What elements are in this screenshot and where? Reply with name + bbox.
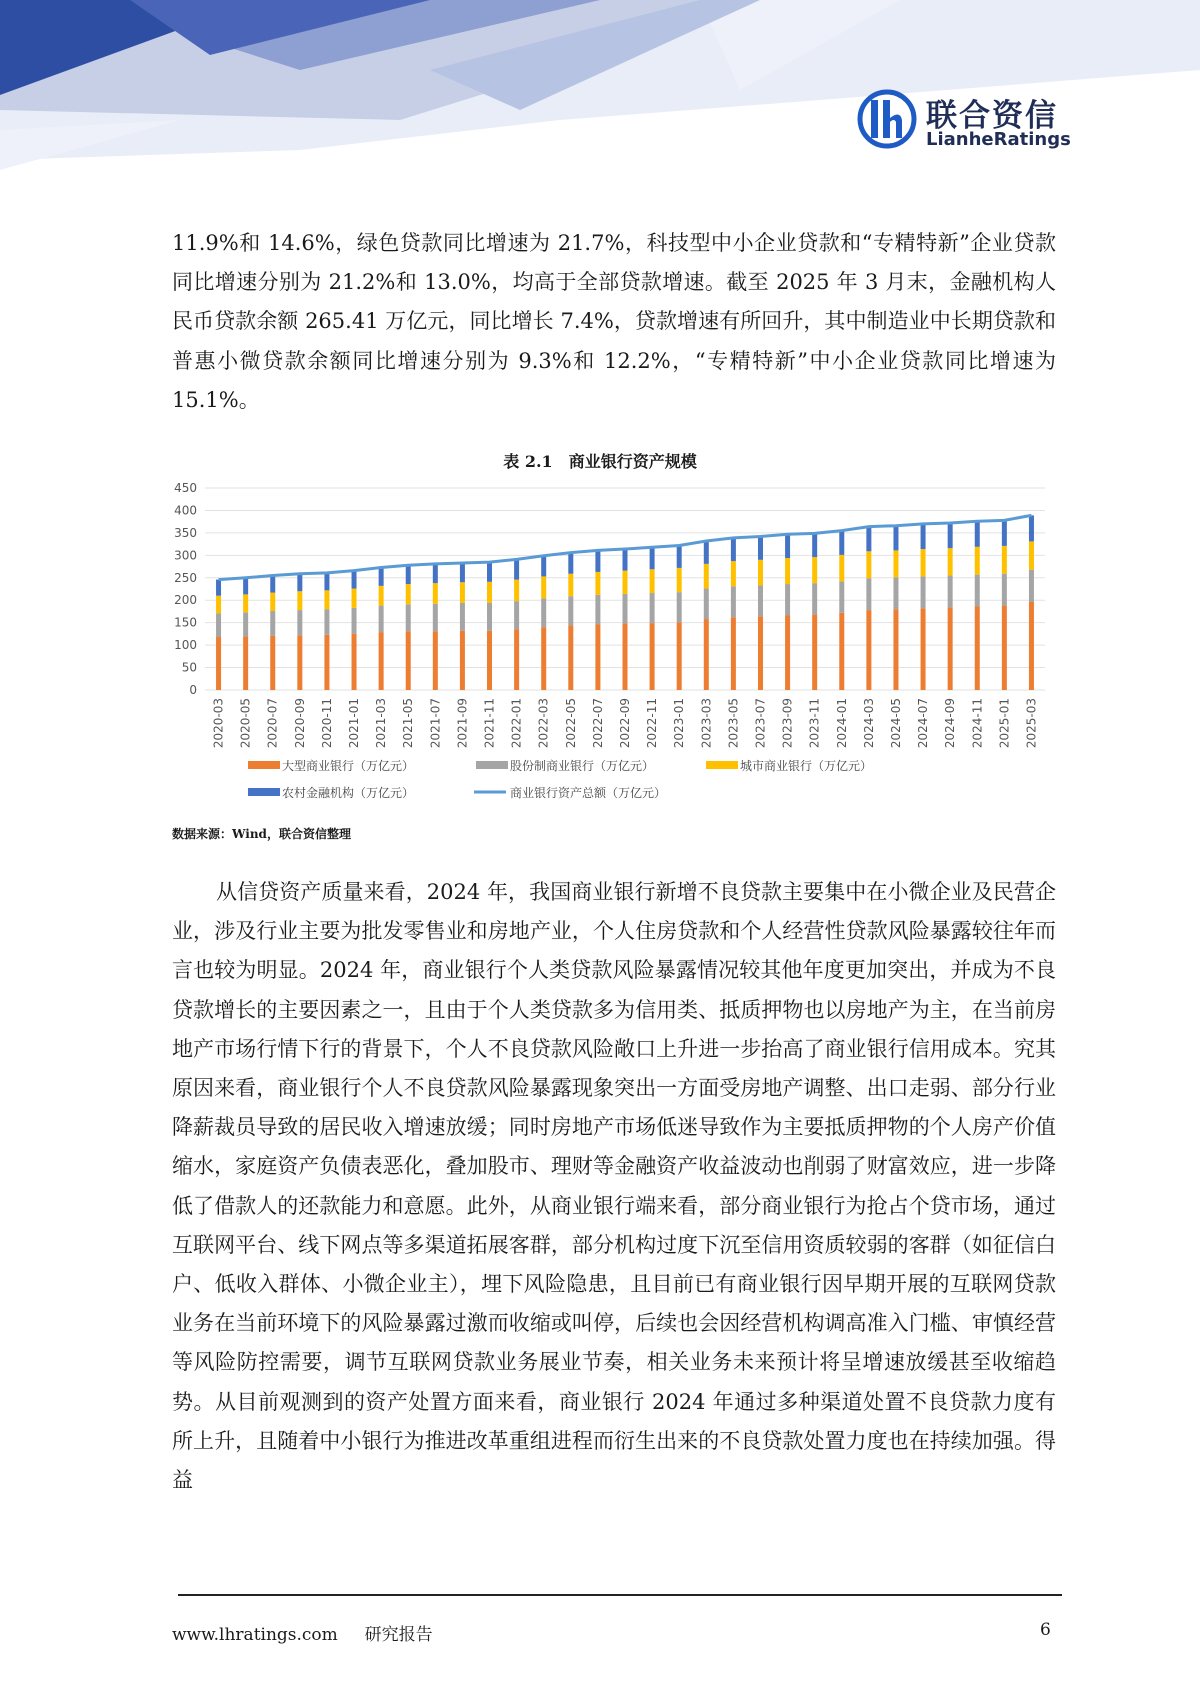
bar-segment — [650, 593, 655, 623]
bar-segment — [595, 624, 600, 690]
bar-segment — [487, 603, 492, 631]
y-tick-label: 150 — [174, 615, 197, 630]
x-tick-label: 2023-09 — [780, 698, 795, 749]
bar-segment — [731, 586, 736, 617]
bar-segment — [866, 527, 871, 552]
y-tick-label: 50 — [181, 660, 197, 675]
lianhe-logo-mark — [856, 88, 918, 150]
chart-caption: 表 2.1 商业银行资产规模 — [503, 452, 697, 471]
bar-segment — [975, 607, 980, 690]
bar-segment — [216, 613, 221, 637]
bar-segment — [297, 610, 302, 635]
bar-segment — [433, 631, 438, 690]
bar-segment — [623, 571, 628, 594]
x-tick-label: 2022-01 — [509, 698, 524, 749]
body-paragraph-2: 从信贷资产质量来看，2024 年，我国商业银行新增不良贷款主要集中在小微企业及民营企业，涉及行业主要为批发零售业和房地产业，个人住房贷款和个人经营性贷款风险暴露较往年而言也较为明显。2024 年，商业银行个人类贷款风险暴露情况较其他年度更加突出，并成为不良贷款增长的主要因素之一，且由于个人类贷款多为信用类、抵质押物也以房地产为主，在当前房地产市场行情下行的背景下，个人不良贷款风险敞口上升进一步抬高了商业银行信用成本。究其原因来看，商业银行个人不良贷款风险暴露现象突出一方面受房地产调整、出口走弱、部分行业降薪裁员导致的居民收入增速放缓；同时房地产市场低迷导致作为主要抵质押物的个人房产价值缩水，家庭资产负债表恶化，叠加股市、理财等金融资产收益波动也削弱了财富效应，进一步降低了借款人的还款能力和意愿。此外，从商业银行端来看，部分商业银行为抢占个贷市场，通过互联网平台、线下网点等多渠道拓展客群，部分机构过度下沉至信用资质较弱的客群（如征信白户、低收入群体、小微企业主），埋下风险隐患，且目前已有商业银行因早期开展的互联网贷款业务在当前环境下的风险暴露过激而收缩或叫停，后续也会因经营机构调高准入门槛、审慎经营等风险防控需要，调节互联网贷款业务展业节奏，相关业务未来预计将呈增速放缓甚至收缩趋势。从目前观测到的资产处置方面来看，商业银行 2024 年通过多种渠道处置不良贷款力度有所上升，且随着中小银行为推进改革重组进程而衍生出来的不良贷款处置力度也在持续加强。得益 — [172, 880, 1056, 1493]
bar-segment — [216, 637, 221, 690]
bar-segment — [866, 551, 871, 578]
bar-segment — [297, 635, 302, 690]
bar-segment — [731, 561, 736, 586]
x-tick-label: 2021-09 — [455, 698, 470, 749]
bar-segment — [270, 636, 275, 690]
y-tick-label: 400 — [174, 503, 197, 518]
x-tick-label: 2021-01 — [347, 698, 362, 749]
x-tick-label: 2022-05 — [563, 698, 578, 749]
bar-segment — [948, 576, 953, 608]
footer-label: 研究报告 — [364, 1625, 433, 1645]
bar-segment — [839, 531, 844, 555]
bar-segment — [839, 613, 844, 690]
x-tick-label: 2020-07 — [265, 698, 280, 749]
bar-segment — [893, 609, 898, 690]
x-tick-label: 2022-09 — [618, 698, 632, 749]
bar-segment — [460, 563, 465, 582]
bar-segment — [975, 547, 980, 575]
bar-segment — [379, 567, 384, 585]
bar-segment — [595, 595, 600, 625]
bar-segment — [839, 555, 844, 581]
bar-segment — [433, 583, 438, 604]
bar-segment — [677, 545, 682, 567]
bar-segment — [352, 571, 357, 589]
body-paragraph-1: 11.9%和 14.6%，绿色贷款同比增速为 21.7%，科技型中小企业贷款和“专精特新”企业贷款同比增速分别为 21.2%和 13.0%，均高于全部贷款增速。截至 2025 年 3 月末，金融机构人民币贷款余额 265.41 万亿元，同比增长 7.4%，贷款增速有所回升，其中制造业中长期贷款和普惠小微贷款余额同比增速分别为 9.3%和 12.2%，“专精特新”中小企业贷款同比增速为 15.1%。 — [172, 231, 1056, 412]
bar-segment — [216, 580, 221, 596]
bar-segment — [352, 589, 357, 608]
x-tick-label: 2024-05 — [888, 698, 903, 749]
bar-segment — [541, 556, 546, 577]
x-tick-label: 2020-11 — [319, 698, 334, 749]
bar-segment — [704, 589, 709, 620]
x-tick-label: 2022-07 — [590, 698, 605, 749]
brand-logo — [856, 88, 1076, 158]
bar-segment — [406, 631, 411, 690]
bar-segment — [433, 604, 438, 631]
bar-segment — [704, 564, 709, 589]
bank-assets-chart — [160, 474, 1060, 819]
bar-segment — [216, 596, 221, 614]
bar-segment — [243, 612, 248, 636]
x-tick-label: 2020-03 — [211, 698, 226, 749]
bar-segment — [324, 635, 329, 690]
bar-segment — [379, 586, 384, 606]
bar-segment — [921, 524, 926, 549]
bar-segment — [379, 632, 384, 690]
bar-segment — [243, 594, 248, 612]
bar-segment — [324, 590, 329, 609]
x-tick-label: 2020-05 — [238, 698, 253, 749]
bar-segment — [352, 634, 357, 690]
bar-segment — [948, 523, 953, 548]
bar-segment — [568, 625, 573, 690]
bar-segment — [243, 637, 248, 690]
x-tick-label: 2023-01 — [672, 698, 687, 749]
y-tick-label: 100 — [174, 638, 197, 653]
bar-segment — [948, 607, 953, 690]
bar-segment — [595, 572, 600, 595]
x-tick-label: 2021-05 — [401, 698, 416, 749]
bar-segment — [623, 549, 628, 571]
bar-segment — [270, 611, 275, 636]
bar-segment — [568, 596, 573, 625]
bar-segment — [270, 593, 275, 611]
legend-label: 股份制商业银行（万亿元） — [510, 759, 655, 773]
bar-segment — [460, 631, 465, 690]
bar-segment — [1002, 520, 1007, 546]
bar-segment — [1029, 515, 1034, 541]
bar-segment — [812, 615, 817, 690]
bar-segment — [812, 583, 817, 614]
bar-segment — [1029, 570, 1034, 602]
bar-segment — [514, 601, 519, 629]
bar-segment — [623, 594, 628, 624]
bar-segment — [731, 617, 736, 690]
y-tick-label: 450 — [174, 481, 197, 495]
x-tick-label: 2021-07 — [428, 698, 443, 749]
footer-divider — [178, 1594, 1062, 1596]
bar-segment — [514, 559, 519, 579]
bar-segment — [568, 574, 573, 596]
bar-segment — [1002, 574, 1007, 606]
bar-segment — [704, 541, 709, 564]
bar-segment — [650, 547, 655, 569]
bar-segment — [623, 624, 628, 690]
bar-segment — [704, 619, 709, 690]
bar-segment — [893, 577, 898, 609]
x-tick-label: 2020-09 — [292, 698, 307, 749]
bar-segment — [406, 604, 411, 631]
legend-swatch — [248, 761, 280, 769]
bar-segment — [975, 521, 980, 547]
y-tick-label: 200 — [174, 593, 197, 608]
bar-segment — [568, 553, 573, 574]
y-tick-label: 350 — [174, 525, 197, 540]
legend-swatch — [706, 761, 738, 769]
chart-source-note: 数据来源：Wind，联合资信整理 — [172, 827, 351, 841]
bar-segment — [650, 623, 655, 690]
bar-segment — [406, 584, 411, 604]
bar-segment — [921, 608, 926, 690]
legend-label: 城市商业银行（万亿元） — [740, 759, 873, 773]
x-tick-label: 2023-03 — [699, 698, 714, 749]
x-tick-label: 2025-03 — [1024, 698, 1039, 749]
bar-segment — [595, 550, 600, 572]
x-tick-label: 2022-11 — [645, 698, 660, 749]
bar-segment — [785, 615, 790, 690]
bar-segment — [460, 582, 465, 603]
legend-label: 农村金融机构（万亿元） — [282, 786, 415, 800]
bar-segment — [487, 562, 492, 582]
bar-segment — [297, 591, 302, 610]
bar-segment — [785, 558, 790, 584]
footer-url: www.lhratings.com — [172, 1625, 338, 1645]
bar-segment — [514, 580, 519, 602]
bar-segment — [677, 592, 682, 622]
bar-segment — [243, 578, 248, 595]
legend-label: 商业银行资产总额（万亿元） — [510, 786, 667, 800]
bar-segment — [812, 557, 817, 583]
bar-segment — [921, 576, 926, 608]
bar-segment — [1002, 606, 1007, 690]
x-tick-label: 2021-11 — [482, 698, 497, 749]
bar-segment — [1029, 602, 1034, 690]
bar-segment — [812, 533, 817, 557]
y-tick-label: 0 — [189, 683, 197, 697]
x-tick-label: 2024-11 — [970, 698, 985, 749]
x-tick-label: 2024-09 — [943, 698, 958, 749]
bar-segment — [514, 629, 519, 690]
bar-segment — [352, 608, 357, 634]
x-tick-label: 2023-05 — [726, 698, 741, 749]
bar-segment — [433, 564, 438, 583]
bar-segment — [487, 582, 492, 603]
bar-segment — [650, 569, 655, 593]
bar-segment — [541, 598, 546, 627]
x-tick-label: 2023-11 — [807, 698, 822, 749]
bar-segment — [297, 574, 302, 592]
bar-segment — [379, 606, 384, 632]
bar-segment — [677, 568, 682, 592]
bar-segment — [866, 610, 871, 690]
bar-segment — [758, 560, 763, 586]
footer-source — [172, 1620, 433, 1645]
bar-segment — [839, 581, 844, 612]
x-tick-label: 2025-01 — [997, 698, 1012, 749]
bar-segment — [893, 550, 898, 577]
brand-name-cn: 联合资信 — [926, 98, 1058, 134]
bar-segment — [921, 549, 926, 576]
bar-segment — [270, 576, 275, 593]
x-tick-label: 2022-03 — [536, 698, 551, 749]
page-number: 6 — [1040, 1620, 1051, 1640]
bar-segment — [324, 573, 329, 591]
bar-segment — [324, 609, 329, 635]
legend-label: 大型商业银行（万亿元） — [282, 759, 415, 773]
y-tick-label: 300 — [174, 548, 197, 563]
x-tick-label: 2024-01 — [834, 698, 849, 749]
bar-segment — [785, 584, 790, 615]
legend-swatch — [248, 788, 280, 796]
bar-segment — [975, 575, 980, 607]
bar-segment — [893, 526, 898, 551]
bar-segment — [460, 603, 465, 631]
bar-segment — [677, 622, 682, 690]
bar-segment — [1029, 541, 1034, 569]
x-tick-label: 2021-03 — [374, 698, 389, 749]
x-tick-label: 2024-03 — [861, 698, 876, 749]
bar-segment — [731, 538, 736, 561]
bar-segment — [948, 548, 953, 575]
bar-segment — [758, 536, 763, 559]
bar-segment — [758, 585, 763, 616]
x-tick-label: 2024-07 — [916, 698, 931, 749]
bar-segment — [1002, 546, 1007, 574]
bar-segment — [541, 576, 546, 598]
legend-swatch — [476, 761, 508, 769]
bar-segment — [758, 616, 763, 690]
y-tick-label: 250 — [174, 570, 197, 585]
bar-segment — [487, 631, 492, 690]
bar-segment — [541, 627, 546, 690]
brand-name-en: LianheRatings — [926, 129, 1071, 150]
x-tick-label: 2023-07 — [753, 698, 768, 749]
bar-segment — [866, 578, 871, 610]
bar-segment — [406, 565, 411, 584]
bar-segment — [785, 534, 790, 558]
